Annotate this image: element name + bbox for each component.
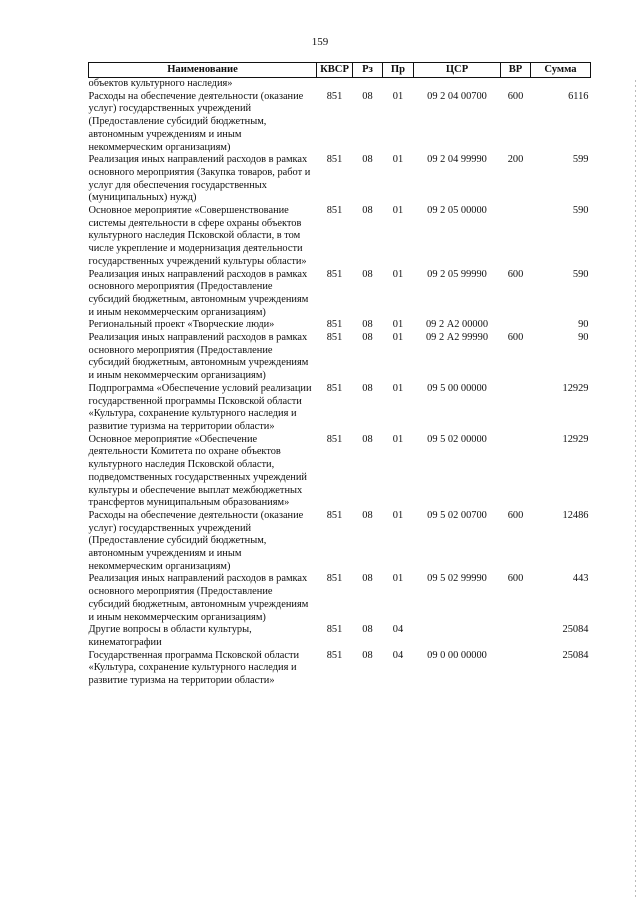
cell-vr (501, 383, 531, 434)
cell-rz: 08 (362, 509, 373, 521)
cell-rz: 08 (362, 90, 373, 102)
cell-pr: 01 (392, 319, 404, 331)
header-kvsr: КВСР (317, 63, 353, 78)
cell-sum: 90 (578, 319, 589, 331)
cell-pr: 01 (392, 509, 404, 521)
cell-kvsr: 851 (326, 205, 343, 217)
table-row (89, 78, 591, 91)
cell-pr: 01 (392, 90, 404, 102)
cell-csr: 09 2 04 99990 (427, 154, 487, 166)
cell-vr: 600 (507, 332, 524, 344)
cell-pr: 01 (392, 268, 404, 280)
cell-csr: 09 2 04 00700 (427, 90, 487, 102)
cell-pr: 04 (392, 624, 404, 636)
cell-name: Реализация иных направлений расходов в рамках основного мероприятия (Закупка товаров, работ и услуг для обеспечения государственных (муниципальных) нужд) (88, 154, 311, 204)
table-row (89, 332, 591, 383)
cell-name: Подпрограмма «Обеспечение условий реализации государственной программы Псковской области «Культура, сохранение культурного наследия и развитие туризма на территории области» (88, 382, 312, 432)
cell-sum: 12929 (562, 433, 589, 445)
table-row (89, 91, 591, 155)
header-name: Наименование (89, 63, 317, 78)
cell-csr: 09 0 00 00000 (427, 649, 487, 661)
cell-sum: 25084 (562, 649, 589, 661)
cell-pr: 01 (392, 433, 404, 445)
header-rz: Рз (353, 63, 383, 78)
cell-kvsr: 851 (326, 573, 343, 585)
cell-rz: 08 (362, 205, 373, 217)
cell-sum: 12929 (562, 382, 589, 394)
cell-csr: 09 2 А2 00000 (425, 319, 489, 331)
table-row (89, 510, 591, 574)
cell-kvsr: 851 (326, 319, 343, 331)
cell-kvsr: 851 (326, 268, 343, 280)
cell-kvsr: 851 (326, 90, 343, 102)
cell-name: Основное мероприятие «Обеспечение деятельности Комитета по охране объектов культурного наследия Псковской области, подведомственных государственных учреждений культуры и обеспечение выплат межбюджетных трансфертов муниципальным образованиям» (88, 433, 307, 509)
cell-csr (414, 78, 501, 91)
cell-vr (501, 78, 531, 91)
cell-csr: 09 2 А2 99990 (425, 332, 489, 344)
table-row (89, 573, 591, 624)
budget-table (88, 62, 591, 688)
cell-kvsr: 851 (326, 649, 343, 661)
cell-pr: 01 (392, 382, 404, 394)
cell-kvsr: 851 (326, 624, 343, 636)
table-row (89, 624, 591, 649)
cell-name: Основное мероприятие «Совершенствование системы деятельности в сфере охраны объектов культурного наследия Псковской области, в том числе укрепление и модернизация деятельности государственных учреждений культуры области» (88, 205, 307, 267)
cell-name: Реализация иных направлений расходов в рамках основного мероприятия (Предоставление субсидий бюджетным, автономным учреждениям и иным некоммерческим организациям) (88, 573, 309, 623)
table-header-row (89, 63, 591, 78)
table-row (89, 383, 591, 434)
cell-pr: 01 (392, 154, 404, 166)
table-row (89, 269, 591, 320)
cell-pr: 01 (392, 205, 404, 217)
cell-pr (383, 78, 414, 91)
table-row (89, 434, 591, 510)
cell-rz: 08 (362, 433, 373, 445)
cell-name: Реализация иных направлений расходов в рамках основного мероприятия (Предоставление субсидий бюджетным, автономным учреждениям и иным некоммерческим организациям) (88, 268, 309, 318)
cell-csr (414, 624, 501, 649)
cell-sum (531, 78, 591, 91)
scan-edge-artifact (635, 80, 636, 900)
cell-sum: 599 (572, 154, 589, 166)
header-csr: ЦСР (414, 63, 501, 78)
cell-vr (501, 650, 531, 688)
cell-rz: 08 (362, 268, 373, 280)
cell-rz (353, 78, 383, 91)
cell-csr: 09 5 02 00700 (427, 509, 487, 521)
cell-csr: 09 2 05 00000 (427, 205, 487, 217)
cell-sum: 590 (572, 268, 589, 280)
cell-vr: 200 (507, 154, 524, 166)
cell-sum: 6116 (568, 90, 589, 102)
table-row (89, 319, 591, 332)
cell-kvsr: 851 (326, 509, 343, 521)
cell-kvsr: 851 (326, 382, 343, 394)
table-row (89, 650, 591, 688)
cell-sum: 25084 (562, 624, 589, 636)
cell-sum: 90 (578, 332, 589, 344)
cell-name: Реализация иных направлений расходов в рамках основного мероприятия (Предоставление субсидий бюджетным, автономным учреждениям и иным некоммерческим организациям) (88, 332, 309, 382)
cell-rz: 08 (362, 624, 373, 636)
cell-pr: 01 (392, 332, 404, 344)
cell-kvsr: 851 (326, 154, 343, 166)
cell-rz: 08 (362, 573, 373, 585)
cell-pr: 01 (392, 573, 404, 585)
cell-csr: 09 2 05 99990 (427, 268, 487, 280)
cell-vr (501, 624, 531, 649)
cell-name: объектов культурного наследия» (88, 78, 233, 89)
cell-name: Другие вопросы в области культуры, кинематографии (88, 624, 252, 648)
cell-vr (501, 434, 531, 510)
cell-vr: 600 (507, 509, 524, 521)
header-vr: ВР (501, 63, 531, 78)
cell-kvsr (317, 78, 353, 91)
page-number: 159 (311, 36, 329, 48)
cell-name: Расходы на обеспечение деятельности (оказание услуг) государственных учреждений (Предоставление субсидий бюджетным, автономным учреждениям и иным некоммерческим организациям) (88, 90, 304, 153)
cell-name: Региональный проект «Творческие люди» (88, 319, 275, 331)
header-pr: Пр (383, 63, 414, 78)
cell-name: Государственная программа Псковской области «Культура, сохранение культурного наследия и развитие туризма на территории области» (88, 649, 300, 687)
cell-pr: 04 (392, 649, 404, 661)
header-sum: Сумма (531, 63, 591, 78)
table-row (89, 154, 591, 205)
table-row (89, 205, 591, 269)
cell-sum: 590 (572, 205, 589, 217)
cell-name: Расходы на обеспечение деятельности (оказание услуг) государственных учреждений (Предоставление субсидий бюджетным, автономным учреждениям и иным некоммерческим организациям) (88, 509, 304, 572)
cell-rz: 08 (362, 332, 373, 344)
cell-kvsr: 851 (326, 332, 343, 344)
cell-rz: 08 (362, 649, 373, 661)
cell-rz: 08 (362, 154, 373, 166)
cell-vr (501, 205, 531, 269)
table-body (89, 78, 591, 688)
cell-csr: 09 5 02 99990 (427, 573, 487, 585)
cell-csr: 09 5 00 00000 (427, 382, 487, 394)
cell-vr (501, 319, 531, 332)
cell-vr: 600 (507, 573, 524, 585)
cell-vr: 600 (507, 268, 524, 280)
cell-csr: 09 5 02 00000 (427, 433, 487, 445)
cell-kvsr: 851 (326, 433, 343, 445)
cell-sum: 12486 (562, 509, 589, 521)
cell-sum: 443 (572, 573, 589, 585)
cell-rz: 08 (362, 382, 373, 394)
cell-rz: 08 (362, 319, 373, 331)
cell-vr: 600 (507, 90, 524, 102)
